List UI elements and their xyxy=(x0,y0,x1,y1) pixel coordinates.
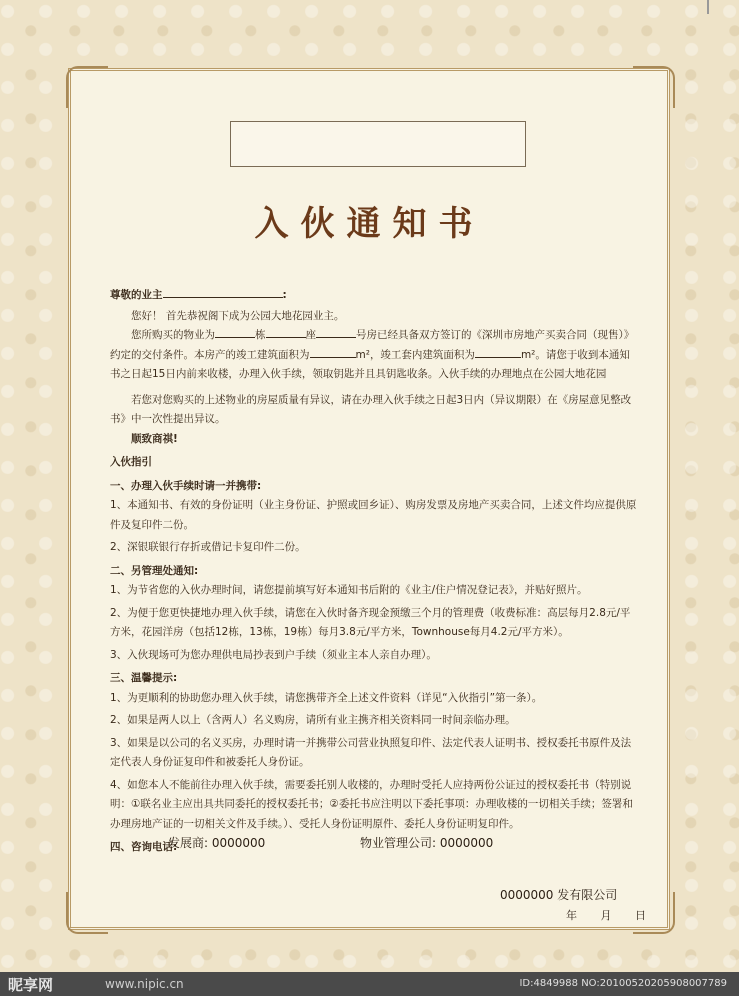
salutation: 尊敬的业主 : xyxy=(110,289,287,301)
watermark-id: ID:4849988 NO:20100520205908007789 xyxy=(519,978,727,989)
list-item: 2、深银联银行存折或借记卡复印件二份。 xyxy=(110,541,306,553)
blank-title-box xyxy=(230,121,526,167)
corner-ornament-icon xyxy=(66,892,108,934)
list-item: 1、本通知书、有效的身份证明（业主身份证、护照或回乡证）、购房发票及房地产买卖合同，上述文件均应提供原件及复印件二份。 xyxy=(110,499,637,531)
list-item: 1、为更顺利的协助您办理入伙手续，请您携带齐全上述文件资料（详见“入伙指引”第一条）。 xyxy=(110,691,543,704)
page-title: 入伙通知书 xyxy=(254,204,485,244)
guide-title: 入伙指引 xyxy=(110,456,152,468)
greeting: 您好！ 首先恭祝阁下成为公园大地花园业主。 xyxy=(131,309,345,322)
list-item: 3、如果是以公司的名义买房，办理时请一并携带公司营业执照复印件、法定代表人证明书、授权委托书原件及法定代表人身份证复印件和被委托人身份证。 xyxy=(110,736,632,768)
watermark-url: www.nipic.cn xyxy=(105,977,184,991)
corner-ornament-icon xyxy=(633,66,675,108)
section-2-title: 二、另管理处通知: xyxy=(110,564,199,577)
date: 年 月 日 xyxy=(566,909,656,922)
watermark-logo: 昵享网 xyxy=(8,976,54,994)
name-blank xyxy=(163,297,283,298)
list-item: 3、入伙现场可为您办理供电局抄表到户手续（须业主本人亲自办理）。 xyxy=(110,648,437,661)
regards: 顺致商祺! xyxy=(131,432,178,445)
list-item: 1、为节省您的入伙办理时间，请您提前填写好本通知书后附的《业主/住户情况登记表》，并贴好照片。 xyxy=(110,584,588,596)
fold-mark xyxy=(707,0,709,14)
section-1-title: 一、办理入伙手续时请一并携带: xyxy=(110,479,262,492)
objection-paragraph: 若您对您购买的上述物业的房屋质量有异议，请在办理入伙手续之日起3日内（异议期限）在《房屋意见整改书》中一次性提出异议。 xyxy=(110,393,632,425)
list-item: 4、如您本人不能前往办理入伙手续，需要委托别人收楼的，办理时受托人应持两份公证过的授权委托书（特别说明：①联名业主应出具共同委托的授权委托书；②委托书应注明以下委托事项：办理收楼的一切相关手续；签署和办理房地产证的一切相关文件及手续。）、受托人身份证明原件、委托人身份证明复印件。 xyxy=(110,778,633,830)
section-4-title: 四、咨询电话: xyxy=(110,841,178,853)
list-item: 2、如果是两人以上（含两人）名义购房，请所有业主携齐相关资料同一时间亲临办理。 xyxy=(110,714,516,726)
issuer: 0000000 发有限公司 xyxy=(500,888,618,902)
management-phone: 物业管理公司: 0000000 xyxy=(360,836,494,850)
property-paragraph: 您所购买的物业为 栋 座 号房已经具备双方签订的《深圳市房地产买卖合同（现售）》约定的交付条件。本房产的竣工建筑面积为 m²，竣工套内建筑面积为 m²。请您于收到本通知书之日起15日内前来收楼，办理入伙手续，领取钥匙并且具钥匙收条。入伙手续的办理地点在公园大地花园 xyxy=(110,329,635,380)
section-3-title: 三、温馨提示: xyxy=(110,672,178,684)
developer-phone: 发展商: 0000000 xyxy=(168,836,266,850)
notice-body xyxy=(110,286,638,858)
list-item: 2、为便于您更快捷地办理入伙手续，请您在入伙时备齐现金预缴三个月的管理费（收费标准：高层每月2.8元/平方米，花园洋房（包括12栋，13栋，19栋）每月3.8元/平方米，Townhouse每月4.2元/平方米）。 xyxy=(110,606,631,638)
corner-ornament-icon xyxy=(66,66,108,108)
